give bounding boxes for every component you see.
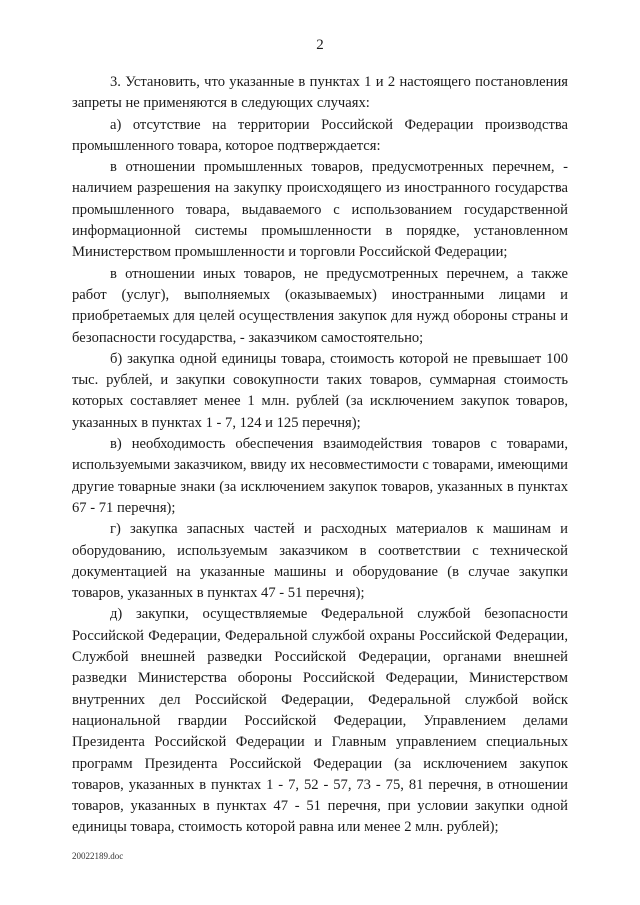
page-number: 2: [316, 37, 324, 53]
paragraph-3a-other-goods: в отношении иных товаров, не предусмотренных перечнем, а также работ (услуг), выполняемых (оказываемых) иностранными лицами и приобретаемых для целей осуществления закупок для нужд обороны страны и безопасности государства, - заказчиком самостоятельно;: [72, 265, 568, 346]
paragraph-3: 3. Установить, что указанные в пунктах 1 и 2 настоящего постановления запреты не применяются в следующих случаях:: [72, 74, 568, 112]
document-body: [72, 72, 568, 839]
paragraph-3v: в) необходимость обеспечения взаимодействия товаров с товарами, используемыми заказчиком, ввиду их несовместимости с товарами, имеющими другие товарные знаки (за исключением закупок товаров, указанных в пунктах 67 - 71 перечня);: [72, 436, 568, 516]
paragraph-3a: а) отсутствие на территории Российской Федерации производства промышленного товара, которое подтверждается:: [72, 116, 568, 154]
paragraph-3b: б) закупка одной единицы товара, стоимость которой не превышает 100 тыс. рублей, и закупки совокупности таких товаров, суммарная стоимость которых составляет менее 1 млн. рублей (за исключением закупок товаров, указанных в пунктах 1 - 7, 124 и 125 перечня);: [72, 350, 568, 431]
footer-filename: 20022189.doc: [72, 851, 124, 861]
paragraph-3a-industrial-goods: в отношении промышленных товаров, предусмотренных перечнем, - наличием разрешения на закупку происходящего из иностранного государства промышленного товара, выдаваемого с использованием государственной информационной системы промышленности в порядке, установленном Министерством промышленности и торговли Российской Федерации;: [72, 159, 568, 261]
paragraph-3g: г) закупка запасных частей и расходных материалов к машинам и оборудованию, используемым заказчиком в соответствии с технической документацией на указанные машины и оборудование (в случае закупки товаров, указанных в пунктах 47 - 51 перечня);: [72, 521, 568, 602]
paragraph-3d: д) закупки, осуществляемые Федеральной службой безопасности Российской Федерации, Федеральной службой охраны Российской Федерации, Службой внешней разведки Российской Федерации, органами внешней разведки Министерства обороны Российской Федерации, Министерством внутренних дел Российской Федерации, Федеральной службой войск национальной гвардии Российской Федерации, Управлением делами Президента Российской Федерации и Главным управлением специальных программ Президента Российской Федерации (за исключением закупок товаров, указанных в пунктах 1 - 7, 52 - 57, 73 - 75, 81 перечня, в отношении товаров, указанных в пунктах 47 - 51 перечня, при условии закупки одной единицы товара, стоимость которой равна или менее 2 млн. рублей);: [72, 606, 568, 836]
